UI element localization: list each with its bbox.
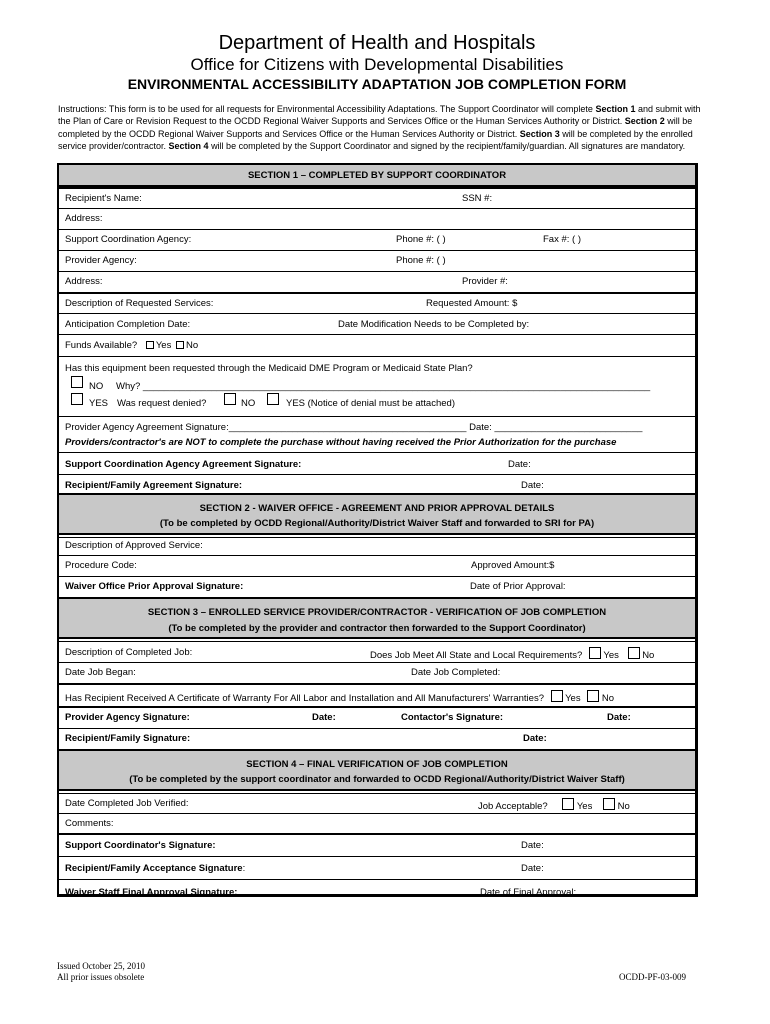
sc-final-date[interactable]: Date: (521, 840, 544, 851)
dme-no-label: NO (89, 381, 104, 392)
form-title: ENVIRONMENTAL ACCESSIBILITY ADAPTATION JOB COMPLETION FORM (127, 76, 627, 92)
date-job-completed-field[interactable]: Date Job Completed: (411, 667, 501, 678)
comments-field[interactable]: Comments: (65, 818, 114, 829)
recipient-address-field[interactable]: Address: (65, 213, 103, 224)
requirements-no-label: No (642, 650, 655, 661)
acceptable-yes-checkbox[interactable] (562, 798, 574, 810)
section-2-subtitle: (To be completed by OCDD Regional/Authority/District Waiver Staff and forwarded to SRI for PA) (159, 518, 595, 529)
section-2-title: SECTION 2 - WAIVER OFFICE - AGREEMENT AND PRIOR APPROVAL DETAILS (199, 503, 555, 514)
acceptable-no-label: No (617, 801, 630, 812)
warranty-question: Has Recipient Received A Certificate of Warranty For All Labor and Installation and All Manufacturers' Warranties? (65, 693, 544, 704)
provider-agency-signature[interactable]: Provider Agency Signature: (65, 712, 190, 723)
denied-yes-checkbox[interactable] (267, 393, 279, 405)
prior-authorization-warning: Providers/contractor's are NOT to complete the purchase without having received the Prior Authorization for the purchase (65, 437, 617, 448)
section-2-header (57, 493, 698, 535)
why-field[interactable]: Why? ________________________________________________________________________________________________ (116, 381, 651, 392)
was-denied-label: Was request denied? (117, 398, 207, 409)
anticipation-date-field[interactable]: Anticipation Completion Date: (65, 319, 191, 330)
funds-yes-label: Yes (155, 340, 172, 351)
instructions: Instructions: This form is to be used for all requests for Environmental Accessibility Adaptations. The Support Coordinator will complete Section 1 and submit with the Plan of Care or Revision Request to the OCDD Regional Waiver Supports and Services Office or the Human Services Authority or District. Section 2 will be completed by the OCDD Regional Waiver Supports and Services Office or the Human Services Authority or District. Section 3 will be completed by the enrolled service provider/contractor. Section 4 will be completed by the Support Coordinator and signed by the recipient/family/guardian. All signatures are mandatory. (58, 104, 701, 151)
date-job-began-field[interactable]: Date Job Began: (65, 667, 136, 678)
family-signature-date[interactable]: Date: (523, 733, 547, 744)
section-3-title: SECTION 3 – ENROLLED SERVICE PROVIDER/CONTRACTOR - VERIFICATION OF JOB COMPLETION (147, 607, 607, 618)
funds-no-label: No (185, 340, 199, 351)
modification-date-field[interactable]: Date Modification Needs to be Completed by: (338, 319, 530, 330)
family-agreement-date[interactable]: Date: (521, 480, 544, 491)
section-1-title: SECTION 1 – COMPLETED BY SUPPORT COORDINATOR (247, 170, 507, 181)
dme-yes-label: YES (89, 398, 109, 409)
requested-services-field[interactable]: Description of Requested Services: (65, 298, 214, 309)
date-verified-field[interactable]: Date Completed Job Verified: (65, 798, 189, 809)
warranty-no-checkbox[interactable] (587, 690, 599, 702)
sc-agency-field[interactable]: Support Coordination Agency: (65, 234, 192, 245)
funds-yes-checkbox[interactable] (146, 341, 154, 349)
warranty-yes-label: Yes (565, 693, 581, 704)
office-title: Office for Citizens with Developmental Disabilities (190, 55, 564, 74)
requirements-question: Does Job Meet All State and Local Requirements? (370, 650, 583, 661)
final-approval-date[interactable]: Date of Final Approval: (480, 887, 577, 898)
approved-amount-field[interactable]: Approved Amount:$ (471, 560, 555, 571)
contractor-signature[interactable]: Contactor's Signature: (401, 712, 504, 723)
requirements-row (370, 647, 654, 661)
funds-available-row (65, 340, 198, 351)
warranty-yes-checkbox[interactable] (551, 690, 563, 702)
family-acceptance-date[interactable]: Date: (521, 863, 544, 874)
family-acceptance-signature[interactable]: Recipient/Family Acceptance Signature: (65, 863, 246, 874)
funds-available-label: Funds Available? (65, 340, 138, 351)
job-acceptable-row (478, 798, 630, 812)
recipient-name-field[interactable]: Recipient's Name: (65, 193, 142, 204)
section-3-subtitle: (To be completed by the provider and contractor then forwarded to the Support Coordinator) (168, 623, 586, 634)
requirements-no-checkbox[interactable] (628, 647, 640, 659)
department-title: Department of Health and Hospitals (218, 32, 536, 54)
warranty-row (65, 690, 614, 704)
provider-number-field[interactable]: Provider #: (462, 276, 508, 287)
funds-no-checkbox[interactable] (176, 341, 184, 349)
sc-agreement-date[interactable]: Date: (508, 459, 531, 470)
job-acceptable-question: Job Acceptable? (478, 801, 548, 812)
section-4-subtitle: (To be completed by the support coordinator and forwarded to OCDD Regional/Authority/District Waiver Staff) (129, 774, 625, 785)
dme-no-checkbox[interactable] (71, 376, 83, 388)
denied-no-checkbox[interactable] (224, 393, 236, 405)
prior-approval-date[interactable]: Date of Prior Approval: (470, 581, 566, 592)
provider-address-field[interactable]: Address: (65, 276, 103, 287)
form-number: OCDD-PF-03-009 (619, 972, 687, 982)
acceptable-yes-label: Yes (576, 801, 593, 812)
denied-no-label: NO (241, 398, 256, 409)
provider-agreement-signature[interactable]: Provider Agency Agreement Signature:_____________________________________________ Date: ____________________________ (65, 422, 643, 433)
waiver-final-signature[interactable]: Waiver Staff Final Approval Signature: (65, 887, 238, 898)
section-3-header (57, 597, 698, 639)
family-signature[interactable]: Recipient/Family Signature: (65, 733, 191, 744)
section-1-header (57, 163, 698, 187)
contractor-signature-date[interactable]: Date: (607, 712, 631, 723)
sc-fax-field[interactable]: Fax #: ( ) (543, 234, 582, 245)
requested-amount-field[interactable]: Requested Amount: $ (426, 298, 518, 309)
sc-final-signature[interactable]: Support Coordinator's Signature: (65, 840, 216, 851)
provider-signature-date[interactable]: Date: (312, 712, 336, 723)
section-4-header (57, 749, 698, 791)
provider-agency-field[interactable]: Provider Agency: (65, 255, 137, 266)
denied-yes-label: YES (Notice of denial must be attached) (286, 398, 455, 409)
requirements-yes-checkbox[interactable] (589, 647, 601, 659)
family-agreement-signature[interactable]: Recipient/Family Agreement Signature: (65, 480, 243, 491)
acceptable-no-checkbox[interactable] (603, 798, 615, 810)
waiver-prior-approval-signature[interactable]: Waiver Office Prior Approval Signature: (65, 581, 244, 592)
requirements-yes-label: Yes (603, 650, 619, 661)
obsolete-note: All prior issues obsolete (57, 972, 145, 982)
sc-phone-field[interactable]: Phone #: ( ) (396, 234, 446, 245)
provider-phone-field[interactable]: Phone #: ( ) (396, 255, 446, 266)
section-4-title: SECTION 4 – FINAL VERIFICATION OF JOB COMPLETION (246, 759, 508, 770)
issued-date: Issued October 25, 2010 (57, 961, 145, 971)
issue-note (57, 961, 145, 983)
procedure-code-field[interactable]: Procedure Code: (65, 560, 137, 571)
completed-job-field[interactable]: Description of Completed Job: (65, 647, 193, 658)
warranty-no-label: No (601, 693, 615, 704)
ssn-field[interactable]: SSN #: (462, 193, 493, 204)
sc-agreement-signature[interactable]: Support Coordination Agency Agreement Signature: (65, 459, 302, 470)
equipment-question: Has this equipment been requested through the Medicaid DME Program or Medicaid State Plan? (65, 363, 473, 374)
dme-yes-checkbox[interactable] (71, 393, 83, 405)
approved-service-field[interactable]: Description of Approved Service: (65, 540, 203, 551)
